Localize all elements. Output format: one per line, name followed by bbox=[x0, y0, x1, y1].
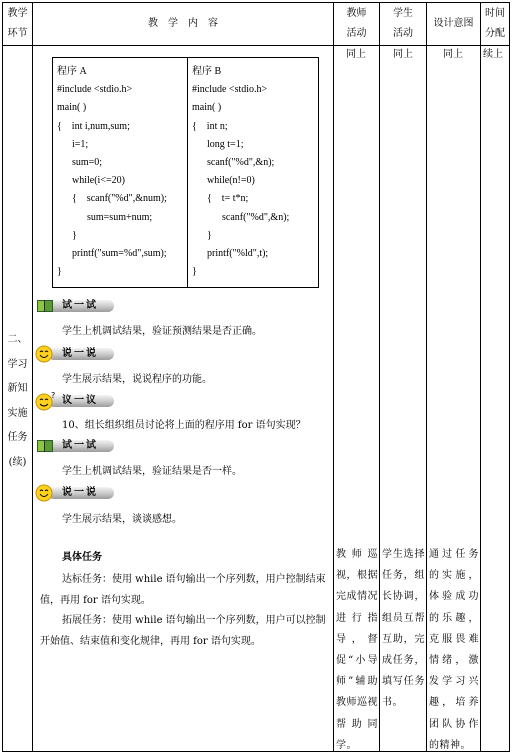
teacher-activity: 教师巡视，根据完成情况进行指导，督促“小导师”辅助教师巡视帮助同学。 bbox=[336, 549, 378, 751]
say-text-1: 学生展示结果，说说程序的功能。 bbox=[62, 374, 212, 385]
code-line: } bbox=[57, 266, 62, 278]
time-continued: 续上 bbox=[483, 49, 503, 60]
code-line: { int n; bbox=[192, 120, 228, 132]
svg-text:?: ? bbox=[51, 391, 56, 400]
header-col4-line2: 活动 bbox=[393, 28, 413, 39]
code-line: } bbox=[57, 229, 77, 241]
header-col3-line2: 活动 bbox=[346, 28, 367, 39]
code-line: i=1; bbox=[57, 138, 89, 150]
code-line: scanf("%d",&n); bbox=[192, 211, 290, 223]
code-line: long t=1; bbox=[192, 138, 244, 150]
thinking-smiley-icon bbox=[34, 391, 60, 411]
student-same-above: 同上 bbox=[393, 49, 413, 60]
smiley-icon bbox=[34, 345, 58, 363]
intent-same-above: 同上 bbox=[443, 49, 463, 60]
student-activity: 学生选择任务，组长协调，组员互帮互助，完成任务，填写任务书。 bbox=[382, 549, 425, 709]
code-line: main( ) bbox=[192, 102, 222, 114]
header-col4 bbox=[380, 4, 426, 44]
header-col5: 设计意图 bbox=[433, 18, 474, 29]
smiley-icon bbox=[34, 484, 58, 502]
stage-line: 新知 bbox=[7, 383, 28, 395]
teacher-same-above: 同上 bbox=[346, 49, 366, 60]
try-text-2: 学生上机调试结果，验证结果是否一样。 bbox=[62, 466, 242, 477]
header-col1-line2: 环节 bbox=[7, 28, 28, 39]
header-col1-line1: 教学 bbox=[7, 8, 28, 19]
say-title: 说一说 bbox=[62, 487, 98, 498]
stage-label bbox=[3, 328, 32, 476]
stage-line: 二、 bbox=[7, 334, 28, 345]
code-line: { int i,num,sum; bbox=[57, 120, 130, 132]
code-line: 程序 A bbox=[57, 66, 87, 77]
code-line: 程序 B bbox=[192, 66, 222, 77]
code-line: printf("%ld",t); bbox=[192, 248, 269, 260]
code-line: main( ) bbox=[57, 102, 87, 114]
code-line: } bbox=[192, 229, 212, 241]
try-banner-2 bbox=[34, 438, 118, 454]
code-line: printf("sum=%d",sum); bbox=[57, 248, 167, 260]
header-col6-line1: 时间 bbox=[485, 8, 505, 19]
try-title: 试一试 bbox=[62, 300, 98, 311]
code-line: sum=0; bbox=[57, 157, 103, 169]
code-line: { t= t*n; bbox=[192, 193, 249, 205]
header-col1 bbox=[3, 4, 32, 44]
discuss-title: 议一议 bbox=[62, 395, 98, 406]
say-text-2: 学生展示结果，谈谈感想。 bbox=[62, 514, 182, 525]
code-line: #include <stdio.h> bbox=[192, 84, 268, 96]
code-line: { scanf("%d",&num); bbox=[57, 193, 167, 205]
code-line: scanf("%d",&n); bbox=[192, 157, 275, 169]
header-col6 bbox=[481, 4, 509, 44]
book-icon bbox=[34, 438, 58, 454]
header-col6-line2: 分配 bbox=[485, 28, 505, 39]
header-col3 bbox=[334, 4, 379, 44]
try-title: 试一试 bbox=[62, 440, 98, 451]
stage-line: 实施 bbox=[7, 407, 28, 419]
say-banner-2 bbox=[34, 485, 118, 501]
task-extended: 拓展任务：使用 while 语句输出一个序列数，用户可以控制开始值、结束值和变化规律，再用 for 语句实现。 bbox=[40, 615, 326, 647]
code-line: sum=sum+num; bbox=[57, 211, 153, 223]
code-line: #include <stdio.h> bbox=[57, 84, 133, 96]
stage-line: (续) bbox=[8, 456, 27, 468]
say-banner-1 bbox=[34, 346, 118, 362]
code-line: } bbox=[192, 266, 197, 278]
code-line: while(i<=20) bbox=[57, 175, 125, 187]
book-icon bbox=[34, 298, 58, 314]
header-col4-line1: 学生 bbox=[393, 8, 413, 19]
discuss-banner bbox=[34, 393, 118, 409]
design-intent: 通过任务的实施，体验成功的乐趣，克服畏难情绪，激发学习兴趣，培养团队协作的精神。 bbox=[429, 549, 479, 751]
discuss-text: 10、组长组织组员讨论将上面的程序用 for 语句实现？ bbox=[62, 420, 306, 431]
header-col2: 教 学 内 容 bbox=[148, 18, 218, 29]
header-col3-line1: 教师 bbox=[346, 8, 367, 19]
program-b-code bbox=[192, 63, 316, 281]
code-line: while(n!=0) bbox=[192, 175, 255, 187]
try-banner-1 bbox=[34, 298, 118, 314]
try-text-1: 学生上机调试结果，验证预测结果是否正确。 bbox=[62, 326, 262, 337]
program-a-code bbox=[57, 63, 185, 281]
task-basic: 达标任务：使用 while 语句输出一个序列数，用户控制结束值，再用 for 语句实现。 bbox=[40, 574, 326, 606]
task-title: 具体任务 bbox=[62, 552, 102, 563]
say-title: 说一说 bbox=[62, 348, 98, 359]
stage-line: 学习 bbox=[7, 358, 28, 370]
stage-line: 任务 bbox=[7, 432, 28, 444]
